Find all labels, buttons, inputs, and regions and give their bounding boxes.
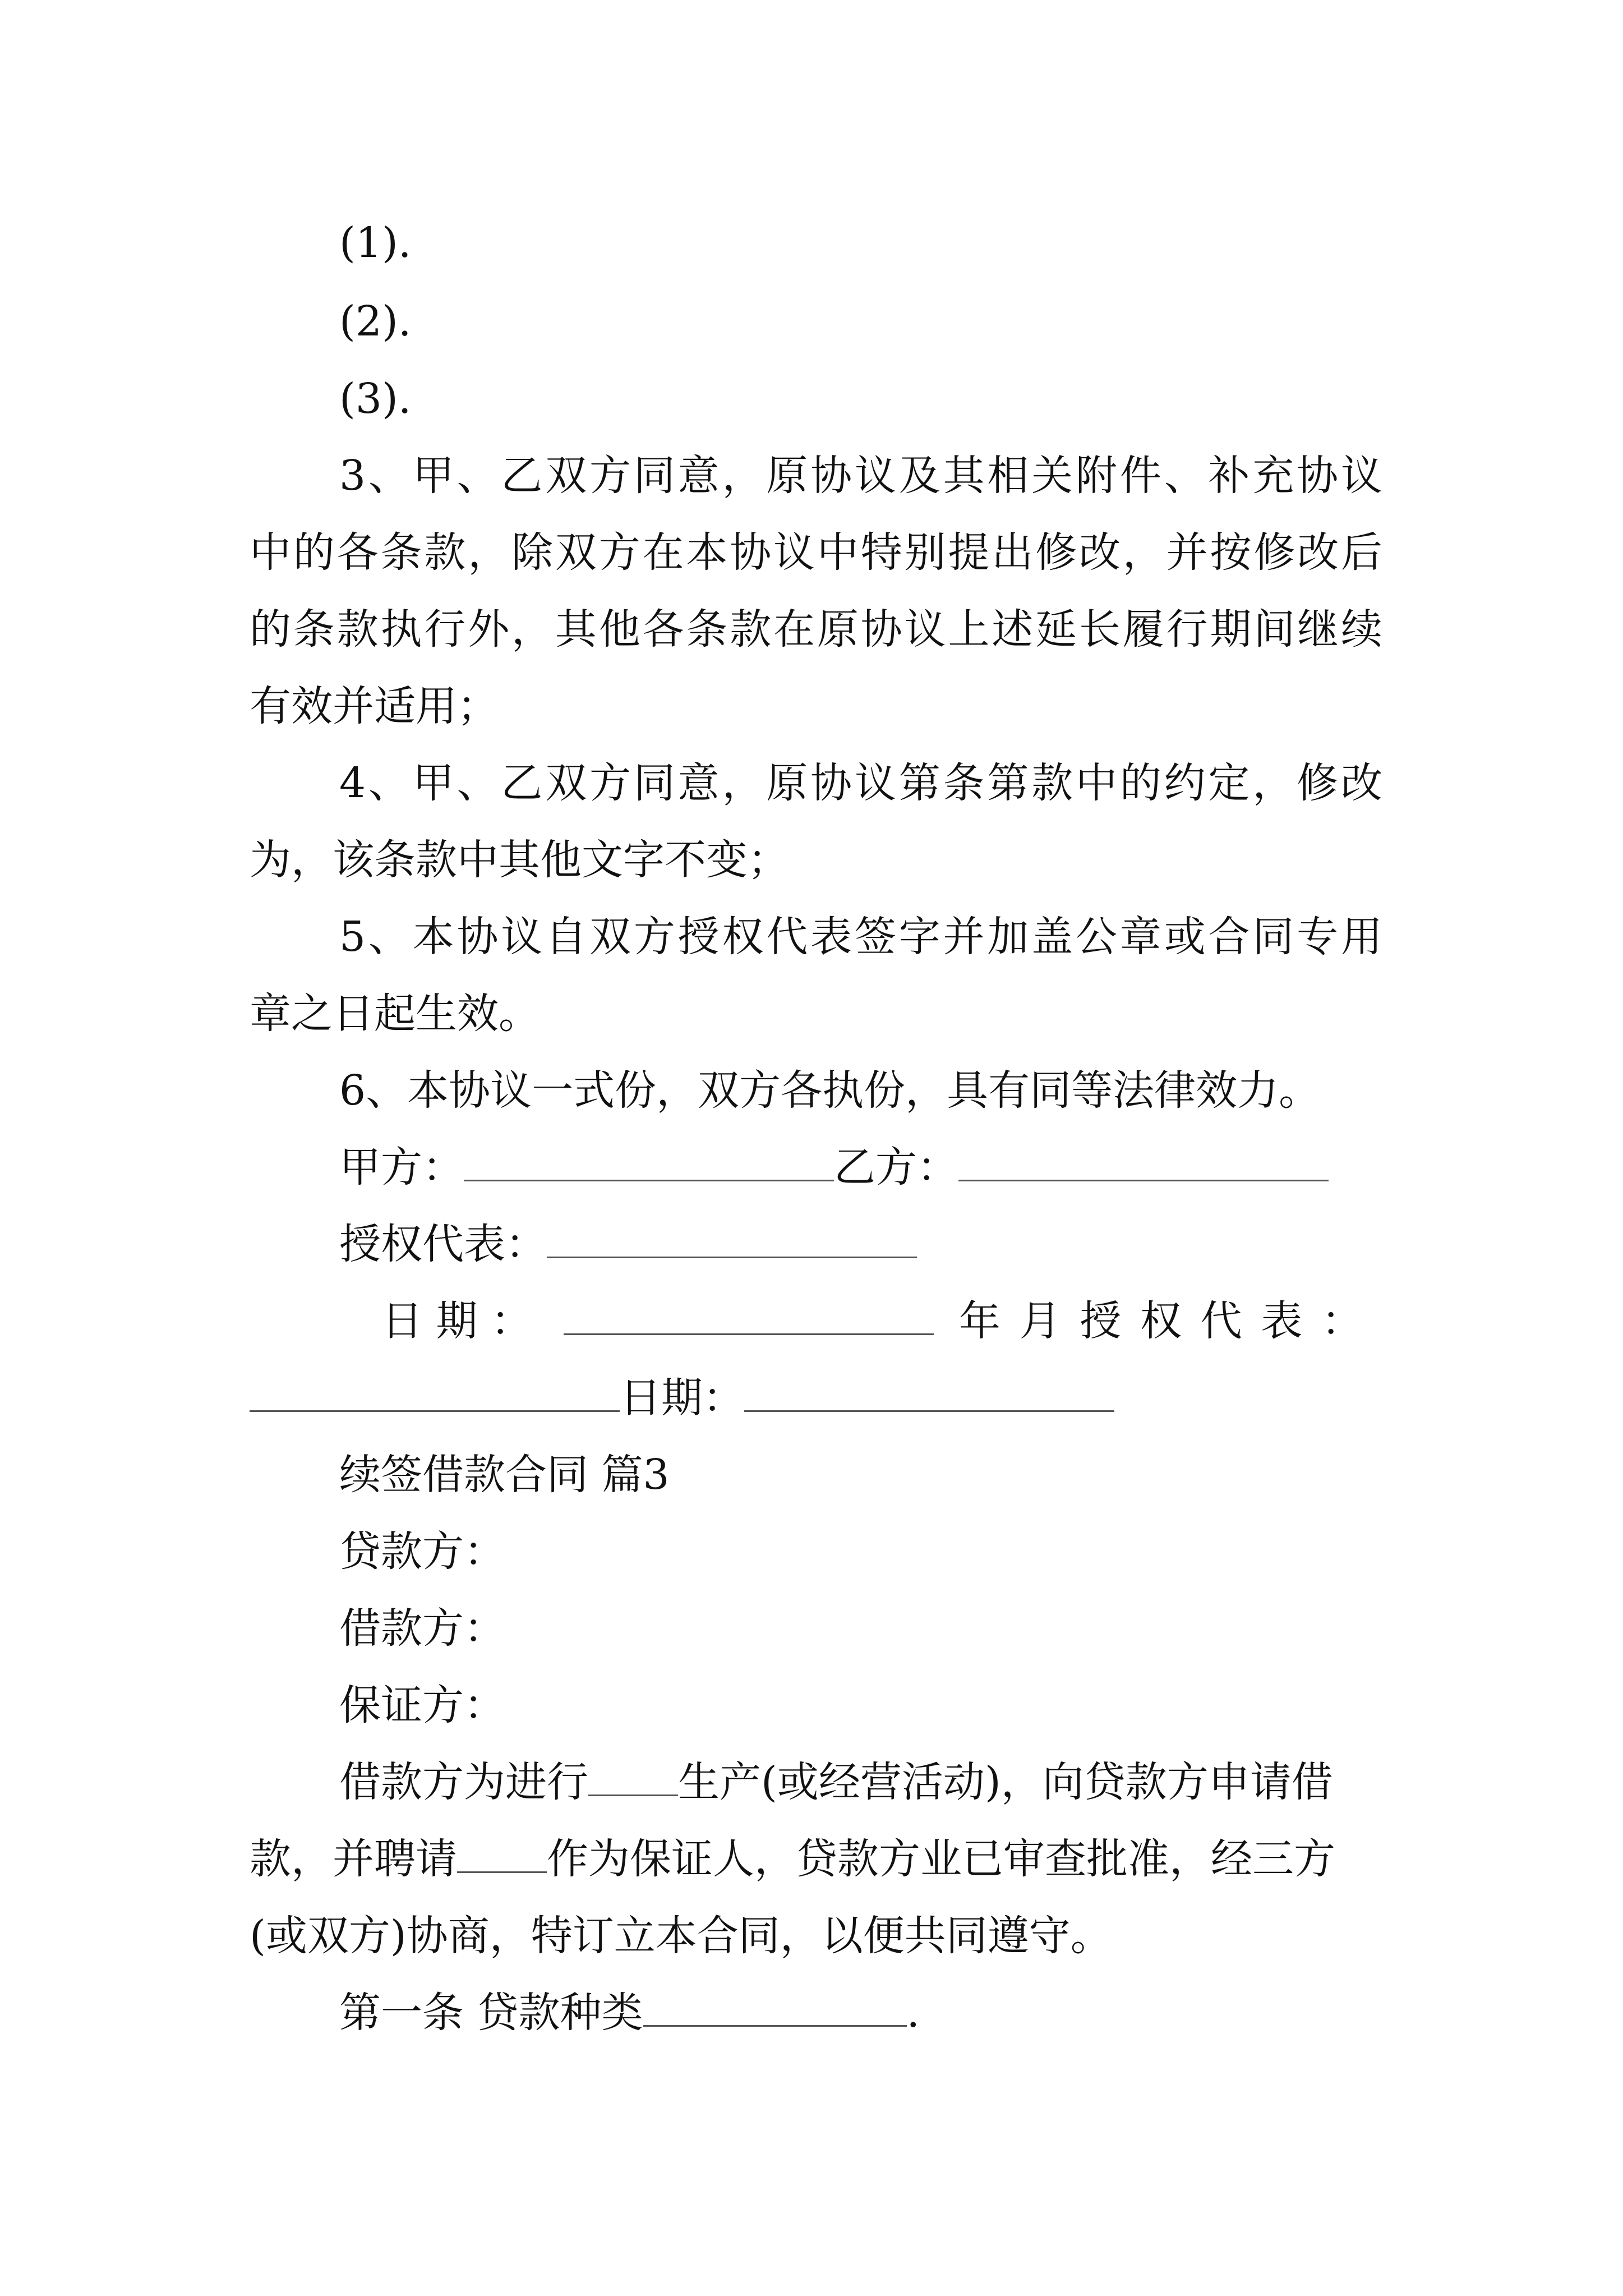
loan-type-blank <box>643 1990 907 2027</box>
signature-row-parties <box>339 1140 1472 1194</box>
intro-text-b: 生产(或经营活动)，向贷款方申请借 <box>678 1758 1333 1806</box>
clause-4-line-1: 4、甲、乙双方同意，原协议第条第款中的约定，修改 <box>339 759 1382 807</box>
year-month-rep-label: 年 月 授 权 代 表 ： <box>959 1297 1363 1345</box>
intro-line-3: (或双方)协商，特订立本合同，以便共同遵守。 <box>250 1912 1112 1960</box>
list-item-2: (2). <box>339 297 412 346</box>
article-1 <box>339 1986 1472 2040</box>
article-1-label: 第一条 贷款种类 <box>339 1989 643 2037</box>
intro-line-1 <box>339 1755 1472 1809</box>
party-a-blank <box>464 1145 834 1181</box>
auth-rep-blank-2 <box>250 1375 620 1412</box>
intro-line-2 <box>250 1832 1382 1886</box>
signature-row-date2 <box>250 1371 1382 1425</box>
party-a-label: 甲方： <box>339 1143 464 1191</box>
clause-4-line-2: 为，该条款中其他文字不变； <box>250 836 789 884</box>
intro-text-c: 款，并聘请 <box>250 1835 457 1883</box>
intro-text-a: 借款方为进行 <box>339 1758 588 1806</box>
section-title: 续签借款合同 篇3 <box>339 1451 670 1499</box>
clause-3-line-3: 的条款执行外，其他各条款在原协议上述延长履行期间继续 <box>250 605 1382 654</box>
auth-rep-blank <box>547 1222 917 1258</box>
intro-text-d: 作为保证人，贷款方业已审查批准，经三方 <box>547 1835 1335 1883</box>
production-blank <box>588 1760 678 1796</box>
guarantor-blank <box>457 1837 547 1873</box>
guarantor-label: 保证方： <box>339 1681 505 1729</box>
date2-label: 日期： <box>620 1374 744 1422</box>
signature-date-label: 日 期 ： <box>381 1297 533 1345</box>
clause-3-line-1: 3、甲、乙双方同意，原协议及其相关附件、补充协议 <box>339 452 1382 500</box>
clause-5-line-1: 5、本协议自双方授权代表签字并加盖公章或合同专用 <box>339 913 1382 961</box>
clause-5-line-2: 章之日起生效。 <box>250 990 540 1038</box>
auth-rep-label: 授权代表： <box>339 1220 547 1268</box>
signature-row-auth-rep <box>339 1217 1472 1271</box>
date-blank-1 <box>564 1299 934 1335</box>
lender-label: 贷款方： <box>339 1527 505 1576</box>
clause-3-line-4: 有效并适用； <box>250 682 499 730</box>
party-b-label: 乙方： <box>834 1143 958 1191</box>
list-item-3: (3). <box>339 375 412 423</box>
list-item-1: (1). <box>339 219 412 267</box>
article-1-suffix: . <box>906 1989 920 2037</box>
date-blank-2 <box>744 1375 1114 1412</box>
party-b-blank <box>958 1145 1329 1181</box>
clause-3-line-2: 中的各条款，除双方在本协议中特别提出修改，并按修改后 <box>250 528 1382 577</box>
borrower-label: 借款方： <box>339 1604 505 1653</box>
clause-6: 6、本协议一式份，双方各执份，具有同等法律效力。 <box>339 1066 1321 1115</box>
